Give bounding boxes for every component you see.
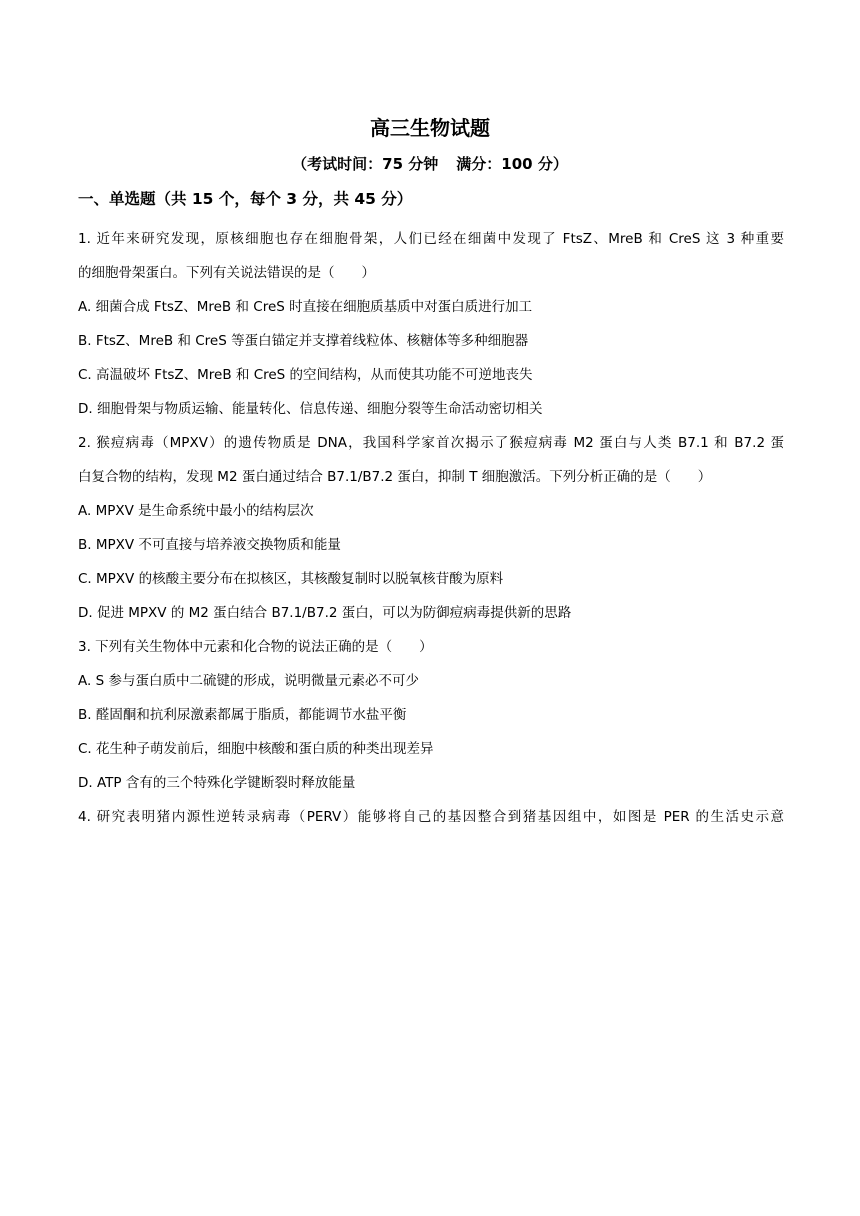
question-stem-line: 2. 猴痘病毒（MPXV）的遗传物质是 DNA，我国科学家首次揭示了猴痘病毒 M2 蛋白与人类 B7.1 和 B7.2 蛋 (78, 435, 784, 451)
question-stem-line: 4. 研究表明猪内源性逆转录病毒（PERV）能够将自己的基因整合到猪基因组中，如图是 PER 的生活史示意 (78, 809, 784, 825)
exam-info (0, 153, 860, 175)
option-b: B. MPXV 不可直接与培养液交换物质和能量 (78, 537, 341, 553)
option-c: C. 高温破坏 FtsZ、MreB 和 CreS 的空间结构，从而使其功能不可逆地丧失 (78, 367, 533, 383)
option-b: B. 醛固酮和抗利尿激素都属于脂质，都能调节水盐平衡 (78, 707, 407, 723)
option-a: A. MPXV 是生命系统中最小的结构层次 (78, 503, 314, 519)
section-heading: 一、单选题（共 15 个，每个 3 分，共 45 分） (78, 190, 413, 208)
question-list (78, 222, 784, 834)
option-b: B. FtsZ、MreB 和 CreS 等蛋白锚定并支撑着线粒体、核糖体等多种细胞器 (78, 333, 529, 349)
question-stem-line: 3. 下列有关生物体中元素和化合物的说法正确的是（ ） (78, 639, 433, 655)
question-1 (78, 222, 784, 426)
option-d: D. 促进 MPXV 的 M2 蛋白结合 B7.1/B7.2 蛋白，可以为防御痘病毒提供新的思路 (78, 605, 572, 621)
option-d: D. ATP 含有的三个特殊化学键断裂时释放能量 (78, 775, 356, 791)
exam-score: 满分：100 分） (456, 155, 568, 173)
exam-time: （考试时间：75 分钟 (292, 155, 439, 173)
question-2 (78, 426, 784, 630)
option-a: A. S 参与蛋白质中二硫键的形成，说明微量元素必不可少 (78, 673, 419, 689)
question-3 (78, 630, 784, 800)
page-title: 高三生物试题 (370, 116, 490, 140)
option-c: C. 花生种子萌发前后，细胞中核酸和蛋白质的种类出现差异 (78, 741, 434, 757)
option-c: C. MPXV 的核酸主要分布在拟核区，其核酸复制时以脱氧核苷酸为原料 (78, 571, 504, 587)
option-a: A. 细菌合成 FtsZ、MreB 和 CreS 时直接在细胞质基质中对蛋白质进行加工 (78, 299, 533, 315)
question-4 (78, 800, 784, 834)
question-stem-line: 白复合物的结构，发现 M2 蛋白通过结合 B7.1/B7.2 蛋白，抑制 T 细胞激活。下列分析正确的是（ ） (78, 469, 712, 485)
option-d: D. 细胞骨架与物质运输、能量转化、信息传递、细胞分裂等生命活动密切相关 (78, 401, 543, 417)
question-stem-line: 1. 近年来研究发现，原核细胞也存在细胞骨架，人们已经在细菌中发现了 FtsZ、MreB 和 CreS 这 3 种重要 (78, 231, 784, 247)
question-stem-line: 的细胞骨架蛋白。下列有关说法错误的是（ ） (78, 265, 375, 281)
